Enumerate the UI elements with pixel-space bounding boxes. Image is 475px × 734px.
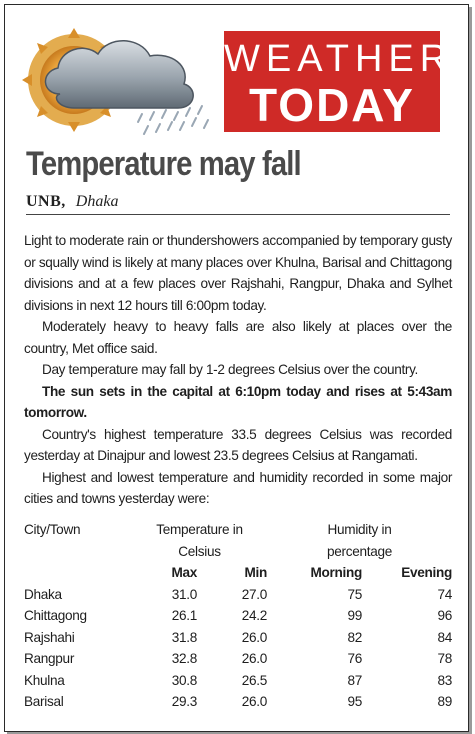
cell-city: Rangpur (24, 651, 75, 666)
paragraph-sun-times: The sun sets in the capital at 6:10pm today and rises at 5:43am tomorrow. (24, 383, 452, 420)
article-headline: Temperature may fall (26, 145, 301, 183)
byline-agency: UNB, (26, 193, 66, 210)
cell-min: 24.2 (241, 608, 267, 623)
weather-today-banner (224, 31, 454, 132)
cell-city: Chittagong (24, 608, 87, 623)
banner-title-top: WEATHER (224, 38, 454, 80)
cell-city: Rajshahi (24, 629, 75, 645)
table-row (24, 627, 452, 649)
column-header-temperature: Temperature in (156, 522, 243, 537)
byline (26, 193, 450, 215)
table-row (24, 691, 452, 713)
cell-min: 26.0 (241, 629, 267, 645)
cell-city: Barisal (24, 694, 64, 709)
cell-morning: 82 (347, 629, 362, 645)
column-header-humidity-unit: percentage (326, 543, 393, 559)
table-header-row (24, 519, 452, 541)
cell-max: 31.0 (171, 586, 197, 602)
paragraph: Highest and lowest temperature and humidity recorded in some major cities and towns yesterday were: (24, 469, 452, 506)
cell-morning: 95 (347, 694, 362, 709)
cell-max: 26.1 (171, 608, 197, 623)
table-row (24, 648, 452, 670)
cell-evening: 84 (437, 629, 452, 645)
cell-city: Dhaka (24, 586, 62, 602)
cell-evening: 78 (437, 651, 452, 666)
column-header-max: Max (171, 565, 197, 580)
cell-morning: 76 (347, 651, 362, 666)
article-body (24, 230, 452, 510)
weather-table (24, 519, 452, 713)
cell-min: 27.0 (241, 586, 267, 602)
byline-city: Dhaka (75, 193, 119, 210)
column-header-morning: Morning (310, 565, 362, 580)
column-header-city: City/Town (24, 522, 81, 537)
column-header-temperature-unit: Celsius (178, 543, 221, 559)
table-row (24, 584, 452, 606)
column-header-humidity: Humidity in (327, 522, 392, 537)
cell-min: 26.0 (241, 694, 267, 709)
paragraph: Country's highest temperature 33.5 degrees Celsius was recorded yesterday at Dinajpur and lowest 23.5 degrees Celsius at Rangamati. (24, 426, 452, 463)
sun-cloud-rain-icon (22, 22, 232, 142)
cell-min: 26.0 (241, 651, 267, 666)
cell-min: 26.5 (241, 672, 267, 688)
cell-max: 32.8 (171, 651, 197, 666)
cell-morning: 75 (347, 586, 362, 602)
cell-morning: 99 (347, 608, 362, 623)
table-header-row (24, 541, 452, 563)
cell-evening: 96 (437, 608, 452, 623)
cell-max: 31.8 (171, 629, 197, 645)
table-row (24, 670, 452, 692)
column-header-min: Min (244, 565, 267, 580)
table-row (24, 605, 452, 627)
cell-evening: 83 (437, 672, 452, 688)
paragraph: Moderately heavy to heavy falls are also likely at places over the country, Met office said. (24, 319, 452, 356)
cell-max: 30.8 (171, 672, 197, 688)
table-subheader-row (24, 562, 452, 584)
cell-max: 29.3 (171, 694, 197, 709)
cell-morning: 87 (347, 672, 362, 688)
cell-evening: 89 (437, 694, 452, 709)
cell-evening: 74 (437, 586, 452, 602)
banner-title-bottom: TODAY (249, 79, 415, 131)
paragraph: Day temperature may fall by 1-2 degrees Celsius over the country. (42, 362, 418, 377)
cell-city: Khulna (24, 672, 65, 688)
column-header-evening: Evening (401, 565, 452, 580)
paragraph: Light to moderate rain or thundershowers accompanied by temporary gusty or squally wind is likely at many places over Khulna, Barisal and Chittagong divisions and at a few places over Rajshahi, Rangpur, Dhaka and Sylhet divisions in next 12 hours till 6:00pm today. (24, 233, 452, 313)
